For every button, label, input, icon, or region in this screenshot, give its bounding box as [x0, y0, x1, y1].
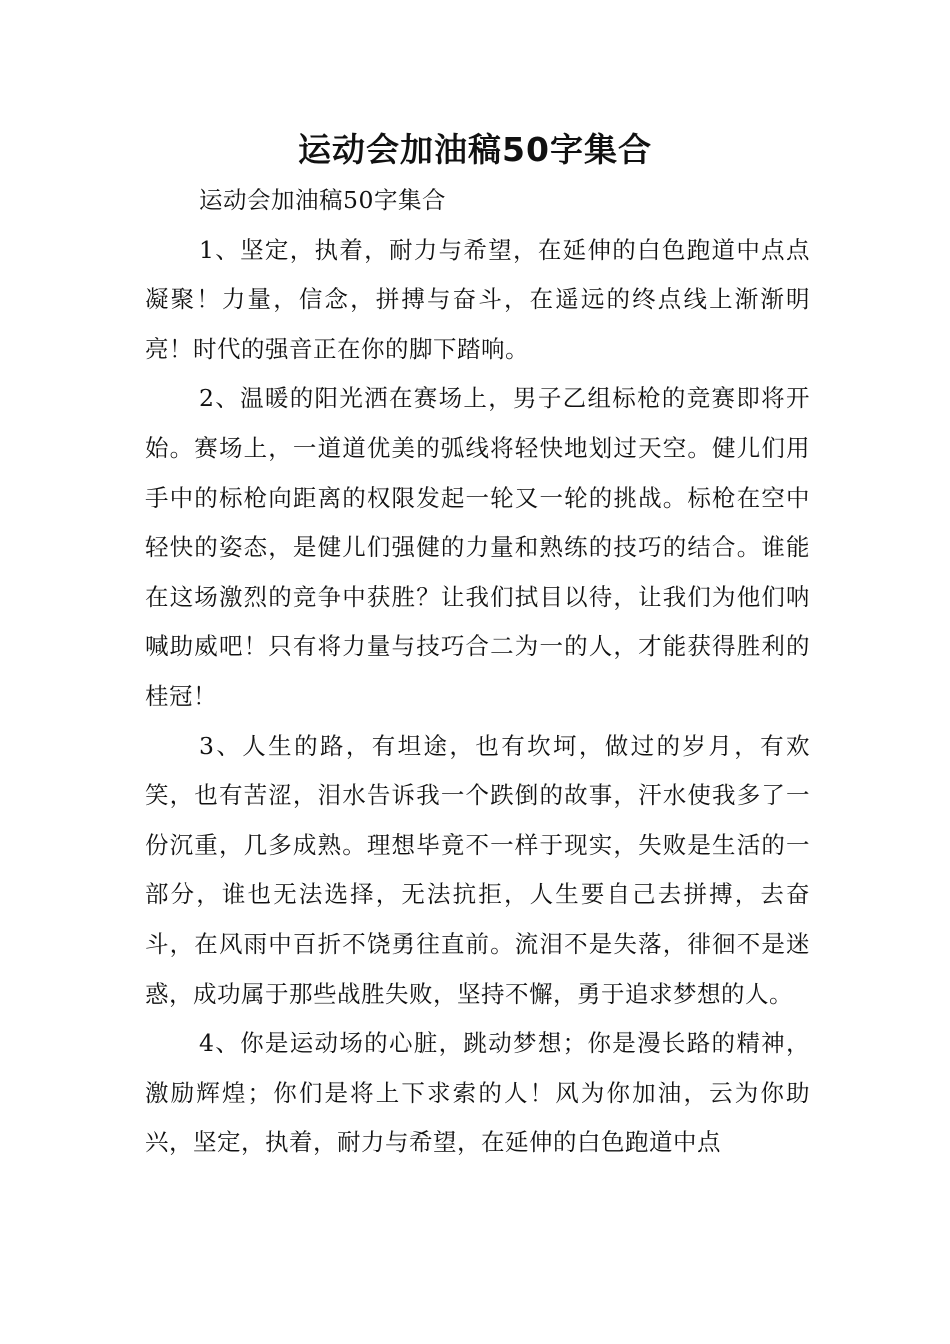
document-title: 运动会加油稿50字集合 [298, 130, 652, 169]
document-subtitle: 运动会加油稿50字集合 [199, 186, 446, 214]
paragraph-2: 2、温暖的阳光洒在赛场上，男子乙组标枪的竞赛即将开始。赛场上，一道道优美的弧线将轻快地划过天空。健儿们用手中的标枪向距离的权限发起一轮又一轮的挑战。标枪在空中轻快的姿态，是健儿们强健的力量和熟练的技巧的结合。谁能在这场激烈的竞争中获胜？让我们拭目以待，让我们为他们呐喊助威吧！只有将力量与技巧合二为一的人，才能获得胜利的桂冠！ [145, 384, 810, 710]
paragraph-1: 1、坚定，执着，耐力与希望，在延伸的白色跑道中点点凝聚！力量，信念，拼搏与奋斗，在遥远的终点线上渐渐明亮！时代的强音正在你的脚下踏响。 [145, 235, 810, 363]
document-body [145, 176, 810, 1168]
paragraph-4: 4、你是运动场的心脏，跳动梦想；你是漫长路的精神，激励辉煌；你们是将上下求索的人！风为你加油，云为你助兴，坚定，执着，耐力与希望，在延伸的白色跑道中点 [145, 1029, 810, 1157]
paragraph-3: 3、人生的路，有坦途，也有坎坷，做过的岁月，有欢笑，也有苦涩，泪水告诉我一个跌倒的故事，汗水使我多了一份沉重，几多成熟。理想毕竟不一样于现实，失败是生活的一部分，谁也无法选择，无法抗拒，人生要自己去拼搏，去奋斗，在风雨中百折不饶勇往直前。流泪不是失落，徘徊不是迷惑，成功属于那些战胜失败，坚持不懈，勇于追求梦想的人。 [145, 731, 810, 1008]
